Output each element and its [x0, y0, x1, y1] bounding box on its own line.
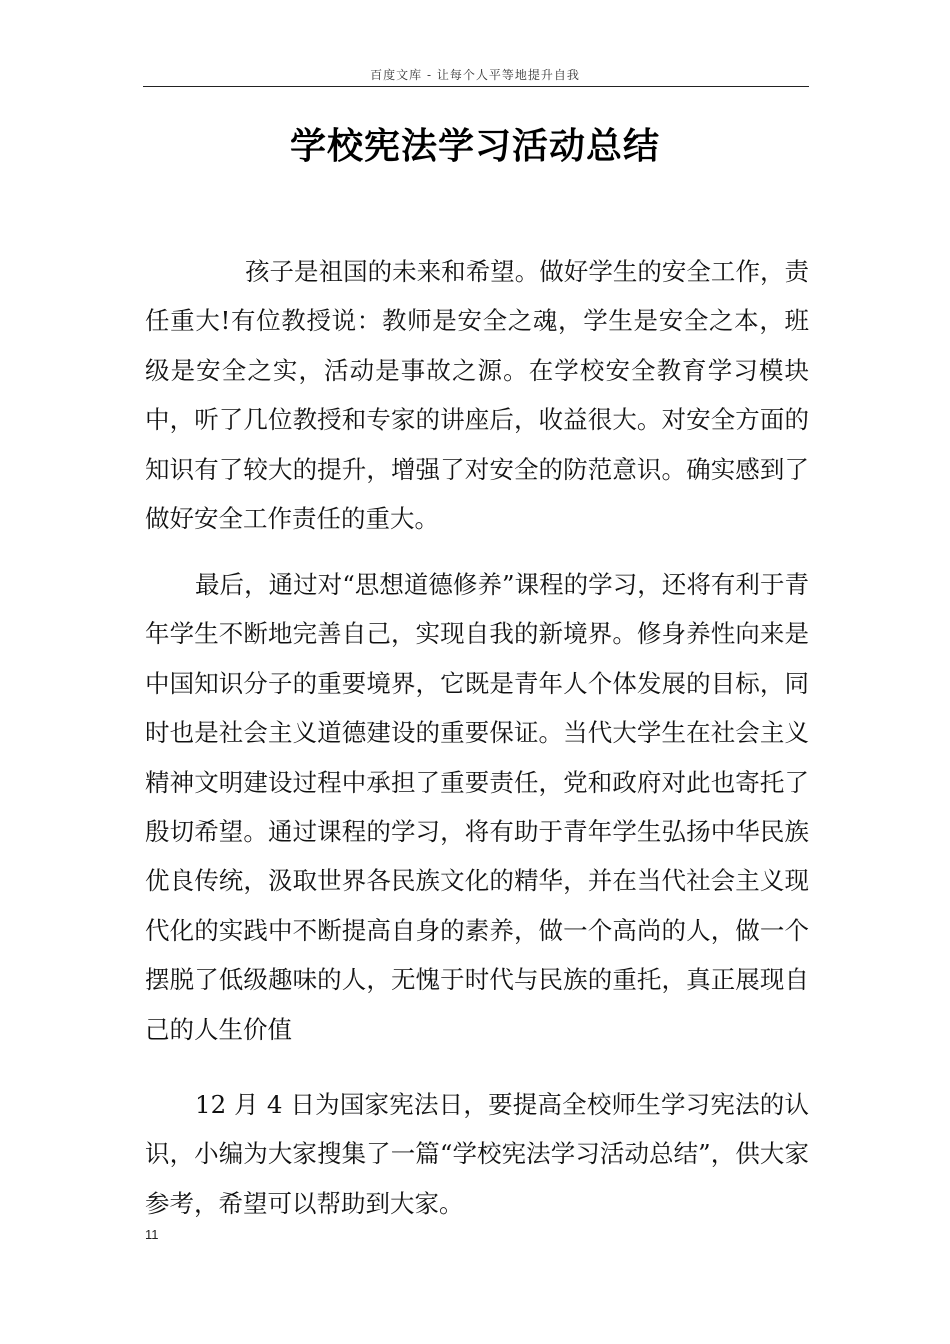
- page-number: 11: [145, 1227, 159, 1242]
- header-divider: [143, 86, 809, 87]
- paragraph-2: 最后，通过对“思想道德修养”课程的学习，还将有利于青年学生不断地完善自己，实现自我的新境界。修身养性向来是中国知识分子的重要境界，它既是青年人个体发展的目标，同时也是社会主义道德建设的重要保证。当代大学生在社会主义精神文明建设过程中承担了重要责任，党和政府对此也寄托了殷切希望。通过课程的学习，将有助于青年学生弘扬中华民族优良传统，汲取世界各民族文化的精华，并在当代社会主义现代化的实践中不断提高自身的素养，做一个高尚的人，做一个摆脱了低级趣味的人，无愧于时代与民族的重托，真正展现自己的人生价值: [145, 570, 809, 1044]
- paragraph-1: 孩子是祖国的未来和希望。做好学生的安全工作，责任重大!有位教授说：教师是安全之魂，学生是安全之本，班级是安全之实，活动是事故之源。在学校安全教育学习模块中，听了几位教授和专家的讲座后，收益很大。对安全方面的知识有了较大的提升，增强了对安全的防范意识。确实感到了做好安全工作责任的重大。: [145, 257, 809, 534]
- paragraph-3: 12 月 4 日为国家宪法日，要提高全校师生学习宪法的认识，小编为大家搜集了一篇“学校宪法学习活动总结”，供大家参考，希望可以帮助到大家。: [145, 1090, 809, 1218]
- page-header: 百度文库 - 让每个人平等地提升自我: [370, 68, 580, 82]
- document-title: 学校宪法学习活动总结: [289, 125, 660, 167]
